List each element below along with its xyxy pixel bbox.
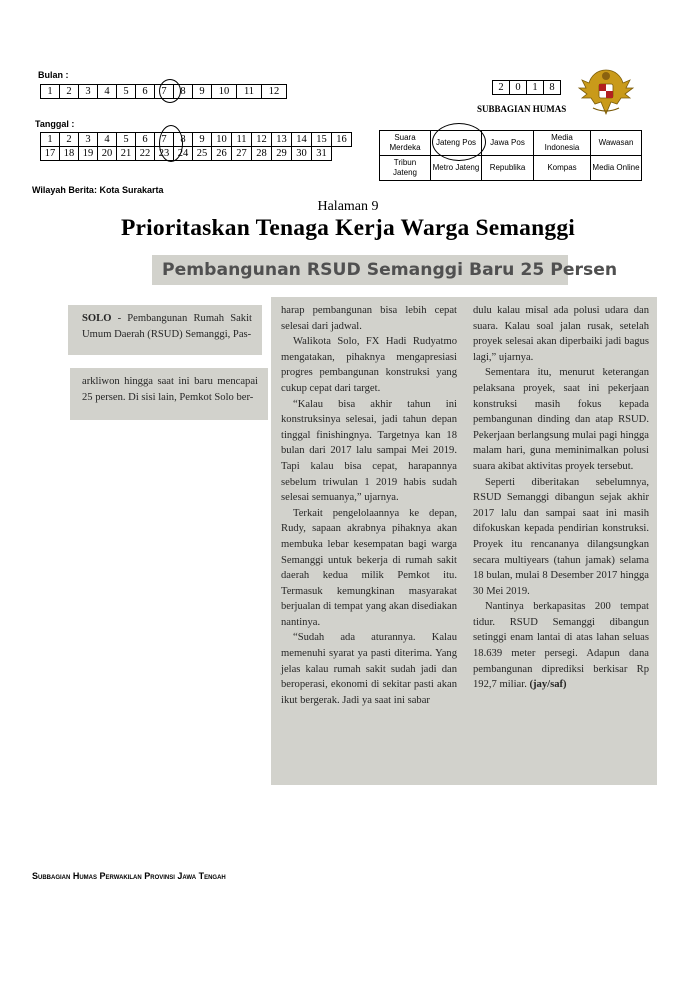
snippet-1-text: - Pembangunan Rumah Sakit Umum Daerah (RSUD) Semanggi, Pas- xyxy=(82,313,252,340)
paragraph-text: “Kalau bisa akhir tahun ini konstruksinya selesai, jadi tahun depan tinggal finishingnya. Targetnya kan 18 bulan dari 2017 lalu sampai Mei 2019. Tapi kalau bisa cepat, harapannya sebelum triwulan 1 2019 habis sudah selesai semuanya,” ujarnya. xyxy=(281,398,457,504)
tanggal-label: Tanggal : xyxy=(35,119,75,129)
footer-text xyxy=(32,871,226,881)
footer-label: Subbagian Humas Perwakilan Provinsi Jawa Tengah xyxy=(32,871,226,881)
cell: 17 xyxy=(41,147,60,161)
page-number: Halaman 9 xyxy=(317,199,379,214)
clipping-headline: Pembangunan RSUD Semanggi Baru 25 Persen xyxy=(152,255,568,285)
cell: 23 xyxy=(155,147,174,161)
cell: 9 xyxy=(193,85,212,99)
cell: 13 xyxy=(272,133,292,147)
cell: 5 xyxy=(117,133,136,147)
article-paragraph xyxy=(473,475,649,600)
wilayah-berita: Wilayah Berita: Kota Surakarta xyxy=(32,185,164,195)
article-title: Prioritaskan Tenaga Kerja Warga Semanggi xyxy=(120,215,576,241)
clipping-snippet-1 xyxy=(68,305,262,355)
cell: 11 xyxy=(232,133,252,147)
year-table xyxy=(492,80,561,95)
cell: Media Online xyxy=(591,156,642,181)
article-paragraph xyxy=(281,630,457,708)
cell: 8 xyxy=(174,133,193,147)
cell: 3 xyxy=(79,85,98,99)
cell: 10 xyxy=(212,133,232,147)
paragraph-text: Seperti diberitakan sebelumnya, RSUD Semanggi dibangun sejak akhir 2017 lalu dan sampai saat ini masih difokuskan kepada pendirian konstruksi. Proyek itu rencananya dilangsungkan secara multiyears (tahun jamak) selama 18 bulan, mulai 8 Desember 2017 hingga 30 Mei 2019. xyxy=(473,476,649,597)
cell: Tribun Jateng xyxy=(380,156,431,181)
cell: 9 xyxy=(193,133,212,147)
cell: 1 xyxy=(527,81,544,95)
cell: 22 xyxy=(136,147,155,161)
cell: 5 xyxy=(117,85,136,99)
cell: 19 xyxy=(79,147,98,161)
cell: 12 xyxy=(262,85,287,99)
bulan-label: Bulan : xyxy=(38,70,69,80)
cell: 24 xyxy=(174,147,193,161)
cell: 31 xyxy=(312,147,332,161)
paragraph-text: “Sudah ada aturannya. Kalau memenuhi syarat ya pasti diterima. Yang jelas kalau rumah sakit sudah jadi dan beroperasi, ekonomi di sekitar pasti akan ikut bergerak. Jadi ya saat ini sabar xyxy=(281,632,457,706)
paragraph-text: Walikota Solo, FX Hadi Rudyatmo mengatakan, pihaknya mengapresiasi progres pembangunan konstruksi yang cukup cepat dari target. xyxy=(281,336,457,394)
cell: 3 xyxy=(79,133,98,147)
article-paragraph xyxy=(473,365,649,474)
cell: 7 xyxy=(155,133,174,147)
cell: 6 xyxy=(136,133,155,147)
paragraph-text: Terkait pengelolaannya ke depan, Rudy, sapaan akrabnya pihaknya akan membuka lebar kesempatan bagi warga Semanggi untuk bekerja di rumah sakit daerah kedua milik Pemkot itu. Termasuk kemungkinan masyarakat berjualan di tempat yang akan disediakan nantinya. xyxy=(281,507,457,628)
cell: 8 xyxy=(544,81,561,95)
cell: 2 xyxy=(60,85,79,99)
paragraph-text: harap pembangunan bisa lebih cepat selesai dari jadwal. xyxy=(281,305,457,332)
dateline: SOLO xyxy=(82,313,112,324)
article-paragraph xyxy=(281,506,457,631)
cell: 11 xyxy=(237,85,262,99)
cell: 18 xyxy=(60,147,79,161)
clipping-snippet-2 xyxy=(70,368,268,420)
cell: Suara Merdeka xyxy=(380,131,431,156)
cell: 12 xyxy=(252,133,272,147)
tanggal-table xyxy=(40,132,352,161)
cell: 21 xyxy=(117,147,136,161)
cell: 16 xyxy=(332,133,352,147)
cell: Jateng Pos xyxy=(431,131,482,156)
cell: 2 xyxy=(493,81,510,95)
media-table xyxy=(379,130,642,181)
paragraph-text: dulu kalau misal ada polusi udara dan suara. Kalau soal jalan rusak, setelah proyek selesai akan diperbaiki jadi bagus lagi,” ujarnya. xyxy=(473,305,649,363)
garuda-emblem-icon xyxy=(577,66,635,118)
article-paragraph xyxy=(281,397,457,506)
cell: 8 xyxy=(174,85,193,99)
cell: 1 xyxy=(41,85,60,99)
cell: 10 xyxy=(212,85,237,99)
cell: 14 xyxy=(292,133,312,147)
cell: 1 xyxy=(41,133,60,147)
cell: 7 xyxy=(155,85,174,99)
cell: 20 xyxy=(98,147,117,161)
paragraph-text: Sementara itu, menurut keterangan pelaksana proyek, saat ini pekerjaan konstruksi masih fokus kepada pembangunan dinding dan atap RSUD. Pekerjaan berlangsung mulai pagi hingga malam hari, guna meminimalkan polusi suara akibat aktivitas proyek tersebut. xyxy=(473,367,649,472)
cell: 27 xyxy=(232,147,252,161)
cell: 0 xyxy=(510,81,527,95)
cell: 29 xyxy=(272,147,292,161)
cell: 6 xyxy=(136,85,155,99)
cell: 30 xyxy=(292,147,312,161)
cell: 4 xyxy=(98,133,117,147)
paragraph-text: Nantinya berkapasitas 200 tempat tidur. RSUD Semanggi dibangun setinggi enam lantai di atas lahan seluas 18.639 meter persegi. Adapun dana pembangunan diprediksi berkisar Rp 192,7 miliar. xyxy=(473,601,649,691)
cell: Wawasan xyxy=(591,131,642,156)
article-paragraph xyxy=(281,334,457,396)
article-column-1 xyxy=(281,303,457,708)
cell: Republika xyxy=(482,156,534,181)
article-paragraph xyxy=(473,599,649,693)
cell: Metro Jateng xyxy=(431,156,482,181)
cell: 26 xyxy=(212,147,232,161)
snippet-2-text: arkliwon hingga saat ini baru mencapai 25 persen. Di sisi lain, Pemkot Solo ber- xyxy=(82,376,258,403)
bulan-table xyxy=(40,84,287,99)
cell: 15 xyxy=(312,133,332,147)
cell: 2 xyxy=(60,133,79,147)
article-column-2 xyxy=(473,303,649,693)
cell: Jawa Pos xyxy=(482,131,534,156)
clipping-body xyxy=(271,297,657,785)
subbagian-humas: SUBBAGIAN HUMAS xyxy=(477,104,567,114)
cell: 4 xyxy=(98,85,117,99)
byline: (jay/saf) xyxy=(529,679,567,691)
cell: 28 xyxy=(252,147,272,161)
cell: Kompas xyxy=(534,156,591,181)
article-paragraph xyxy=(473,303,649,365)
article-paragraph xyxy=(281,303,457,334)
cell: 25 xyxy=(193,147,212,161)
cell: Media Indonesia xyxy=(534,131,591,156)
